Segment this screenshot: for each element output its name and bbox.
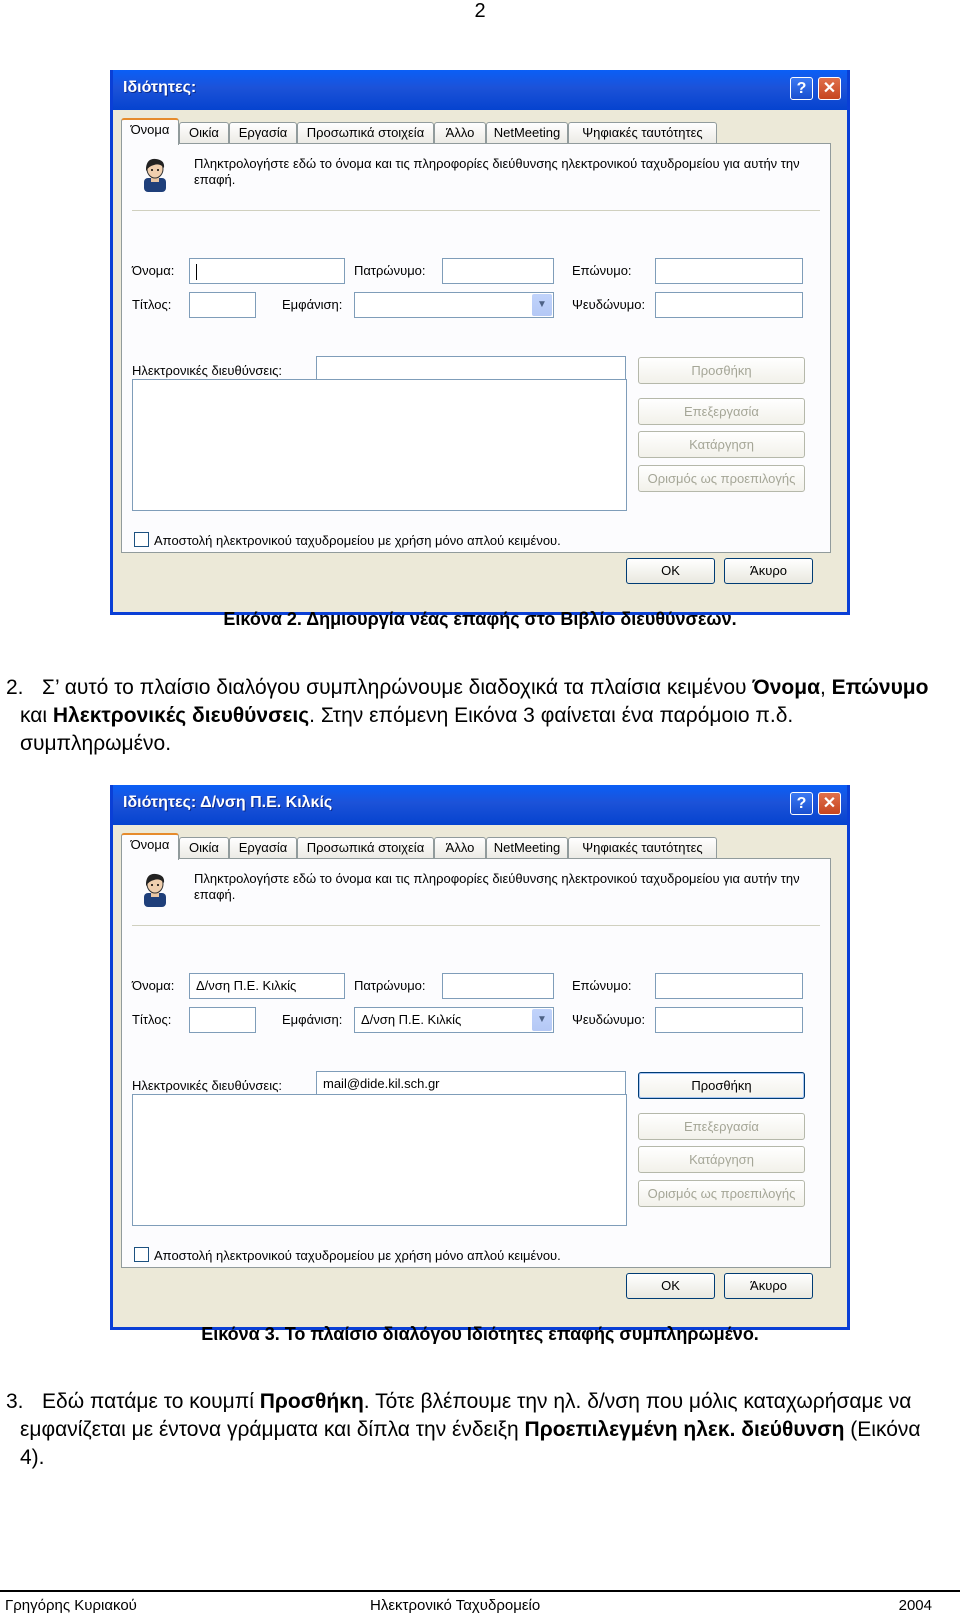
text: . Στην επόμενη Εικόνα 3 φαίνεται ένα παρόμοιο π.δ. συμπληρωμένο. (20, 704, 794, 755)
title-bar[interactable] (113, 785, 847, 825)
middle-name-field[interactable] (442, 973, 554, 999)
first-name-field[interactable]: Δ/νση Π.Ε. Κιλκίς (189, 973, 345, 999)
footer-author: Γρηγόρης Κυριακού (5, 1597, 137, 1614)
set-default-button[interactable]: Ορισμός ως προεπιλογής (638, 465, 805, 492)
last-name-label: Επώνυμο: (572, 978, 632, 993)
text: . Τότε βλέπουμε την ηλ. δ/νση που μόλις καταχωρήσαμε να εμφανίζεται με έντονα γράμματα και δίπλα την ένδειξη (20, 1390, 912, 1441)
tab-personal[interactable]: Προσωπικά στοιχεία (297, 837, 434, 858)
intro-text: Πληκτρολογήστε εδώ το όνομα και τις πληροφορίες διεύθυνσης ηλεκτρονικού ταχυδρομείου για αυτήν την επαφή. (194, 871, 800, 902)
first-name-field[interactable] (189, 258, 345, 284)
title-label: Τίτλος: (132, 297, 172, 312)
tab-netmeeting[interactable]: NetMeeting (486, 122, 568, 143)
cancel-button[interactable]: Άκυρο (724, 1273, 813, 1299)
tab-digital-ids[interactable]: Ψηφιακές ταυτότητες (568, 837, 717, 858)
tab-home[interactable]: Οικία (179, 837, 229, 858)
dialog-title: Ιδιότητες: (123, 79, 197, 96)
help-button[interactable] (790, 77, 813, 100)
display-combobox[interactable] (354, 1007, 554, 1033)
dialog-body (113, 110, 847, 612)
display-value: Δ/νση Π.Ε. Κιλκίς (361, 1012, 462, 1027)
tab-business[interactable]: Εργασία (229, 122, 297, 143)
tab-digital-ids[interactable]: Ψηφιακές ταυτότητες (568, 122, 717, 143)
nickname-label: Ψευδώνυμο: (572, 1012, 646, 1027)
display-combobox[interactable] (354, 292, 554, 318)
chevron-down-icon[interactable]: ▼ (532, 294, 552, 316)
email-list[interactable] (132, 1094, 627, 1226)
email-label: Ηλεκτρονικές διευθύνσεις: (132, 363, 282, 378)
nickname-label: Ψευδώνυμο: (572, 297, 646, 312)
close-button[interactable] (818, 792, 841, 815)
tab-other[interactable]: Άλλο (434, 837, 486, 858)
dialog-body (113, 825, 847, 1327)
title-field[interactable] (189, 292, 256, 318)
plain-text-label: Αποστολή ηλεκτρονικού ταχυδρομείου με χρήση μόνο απλού κειμένου. (154, 533, 561, 548)
bold-text: Επώνυμο (831, 676, 929, 699)
close-icon: ✕ (822, 795, 837, 812)
close-button[interactable] (818, 77, 841, 100)
email-label: Ηλεκτρονικές διευθύνσεις: (132, 1078, 282, 1093)
cancel-button[interactable]: Άκυρο (724, 558, 813, 584)
first-name-label: Όνομα: (132, 978, 175, 993)
close-icon: ✕ (822, 80, 837, 97)
edit-button[interactable]: Επεξεργασία (638, 1113, 805, 1140)
question-icon: ? (796, 795, 807, 812)
tab-business[interactable]: Εργασία (229, 837, 297, 858)
tab-panel (121, 858, 831, 1268)
email-list[interactable] (132, 379, 627, 511)
text-cursor (196, 264, 197, 280)
remove-button[interactable]: Κατάργηση (638, 431, 805, 458)
tab-personal[interactable]: Προσωπικά στοιχεία (297, 122, 434, 143)
middle-name-field[interactable] (442, 258, 554, 284)
figure-2-caption: Εικόνα 2. Δημιουργία νέας επαφής στο Βιβλίο διευθύνσεων. (223, 609, 737, 629)
nickname-field[interactable] (655, 292, 803, 318)
question-icon: ? (796, 80, 807, 97)
tab-name[interactable]: Όνομα (121, 118, 179, 145)
title-field[interactable] (189, 1007, 256, 1033)
last-name-field[interactable] (655, 258, 803, 284)
separator (132, 210, 820, 211)
text: (Εικόνα 4). (20, 1418, 921, 1469)
properties-dialog (110, 785, 850, 1330)
ok-button[interactable]: OK (626, 558, 715, 584)
text: Σ’ αυτό το πλαίσιο διαλόγου συμπληρώνουμε διαδοχικά τα πλαίσια κειμένου (42, 676, 753, 699)
middle-name-label: Πατρώνυμο: (354, 263, 426, 278)
ok-button[interactable]: OK (626, 1273, 715, 1299)
plain-text-option[interactable] (134, 1247, 561, 1263)
dialog-title: Ιδιότητες: Δ/νση Π.Ε. Κιλκίς (123, 794, 333, 811)
separator (132, 925, 820, 926)
tab-netmeeting[interactable]: NetMeeting (486, 837, 568, 858)
plain-text-label: Αποστολή ηλεκτρονικού ταχυδρομείου με χρήση μόνο απλού κειμένου. (154, 1248, 561, 1263)
title-label: Τίτλος: (132, 1012, 172, 1027)
contact-icon (140, 873, 170, 907)
text: και (20, 704, 53, 727)
footer-title: Ηλεκτρονικό Ταχυδρομείο (370, 1597, 541, 1614)
text: Εδώ πατάμε το κουμπί (42, 1390, 260, 1413)
tab-panel (121, 143, 831, 553)
add-button[interactable]: Προσθήκη (638, 1072, 805, 1099)
paragraph-number: 2. (6, 676, 24, 699)
remove-button[interactable]: Κατάργηση (638, 1146, 805, 1173)
set-default-button[interactable]: Ορισμός ως προεπιλογής (638, 1180, 805, 1207)
contact-icon (140, 158, 170, 192)
display-label: Εμφάνιση: (282, 297, 343, 312)
chevron-down-icon[interactable]: ▼ (532, 1009, 552, 1031)
plain-text-checkbox[interactable] (134, 1247, 149, 1262)
footer-year: 2004 (898, 1597, 932, 1614)
add-button[interactable]: Προσθήκη (638, 357, 805, 384)
figure-3-caption: Εικόνα 3. Το πλαίσιο διαλόγου Ιδιότητες επαφής συμπληρωμένο. (201, 1324, 759, 1344)
email-field[interactable]: mail@dide.kil.sch.gr (316, 1071, 626, 1098)
paragraph-3 (6, 1388, 935, 1472)
page-number: 2 (474, 0, 486, 22)
edit-button[interactable]: Επεξεργασία (638, 398, 805, 425)
bold-text: Ηλεκτρονικές διευθύνσεις (52, 704, 310, 727)
nickname-field[interactable] (655, 1007, 803, 1033)
last-name-label: Επώνυμο: (572, 263, 632, 278)
paragraph-2 (6, 674, 935, 758)
plain-text-checkbox[interactable] (134, 532, 149, 547)
plain-text-option[interactable] (134, 532, 561, 548)
tab-home[interactable]: Οικία (179, 122, 229, 143)
text: , (819, 676, 832, 699)
properties-dialog (110, 70, 850, 615)
middle-name-label: Πατρώνυμο: (354, 978, 426, 993)
display-label: Εμφάνιση: (282, 1012, 343, 1027)
intro-text: Πληκτρολογήστε εδώ το όνομα και τις πληροφορίες διεύθυνσης ηλεκτρονικού ταχυδρομείου για αυτήν την επαφή. (194, 156, 800, 187)
footer-rule (0, 1590, 960, 1592)
bold-text: Όνομα (752, 676, 820, 699)
help-button[interactable] (790, 792, 813, 815)
paragraph-number: 3. (6, 1390, 24, 1413)
title-bar[interactable] (113, 70, 847, 110)
first-name-label: Όνομα: (132, 263, 175, 278)
last-name-field[interactable] (655, 973, 803, 999)
tab-other[interactable]: Άλλο (434, 122, 486, 143)
bold-text: Προσθήκη (259, 1390, 364, 1413)
tab-name[interactable]: Όνομα (121, 833, 179, 860)
bold-text: Προεπιλεγμένη ηλεκ. διεύθυνση (524, 1418, 845, 1441)
